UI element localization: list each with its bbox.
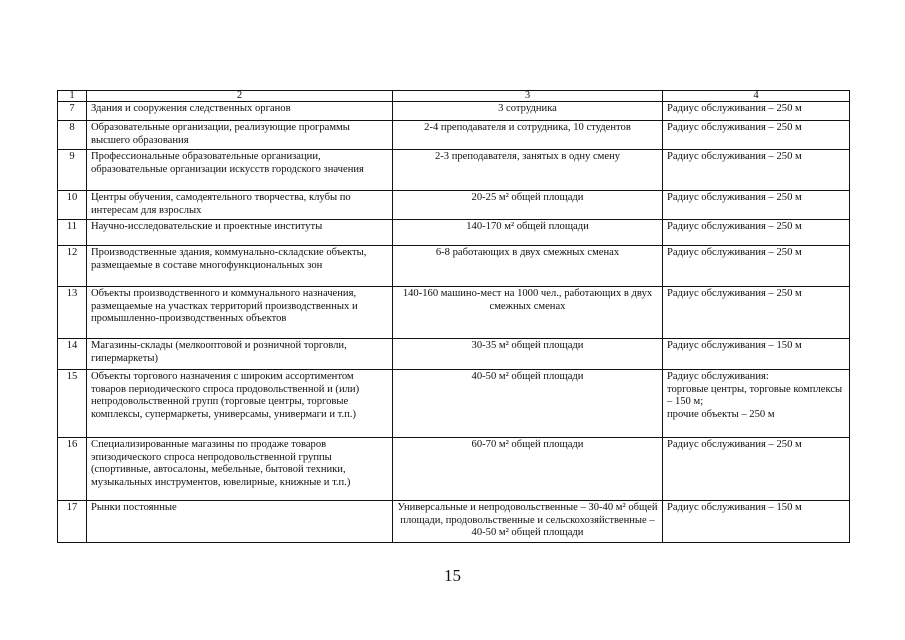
object-name-cell: Образовательные организации, реализующие программы высшего образования (87, 121, 393, 150)
service-radius-cell: Радиус обслуживания – 250 м (663, 191, 850, 220)
header-cell-3: 3 (393, 91, 663, 102)
object-name-cell: Объекты торгового назначения с широким ассортиментом товаров периодического спроса продовольственной и (или) непродовольственной групп (торговые центры, торговые комплексы, супермаркеты, универсамы, универмаги и т.п.) (87, 370, 393, 438)
norm-value-cell: 3 сотрудника (393, 102, 663, 121)
table-row (58, 121, 850, 150)
table-row (58, 220, 850, 246)
norm-value-cell: 40-50 м² общей площади (393, 370, 663, 438)
object-name-cell: Объекты производственного и коммунального назначения, размещаемые на участках территорий производственных и промышленно-производственных объектов (87, 287, 393, 339)
table-body (58, 91, 850, 543)
row-number-cell: 8 (58, 121, 87, 150)
table-header-row (58, 91, 850, 102)
row-number-cell: 14 (58, 339, 87, 370)
table-row (58, 150, 850, 191)
row-number-cell: 16 (58, 438, 87, 501)
table-row (58, 102, 850, 121)
header-cell-2: 2 (87, 91, 393, 102)
row-number-cell: 17 (58, 501, 87, 543)
table-row (58, 339, 850, 370)
row-number-cell: 10 (58, 191, 87, 220)
service-radius-cell: Радиус обслуживания – 150 м (663, 339, 850, 370)
table-row (58, 438, 850, 501)
service-radius-cell: Радиус обслуживания – 250 м (663, 150, 850, 191)
row-number-cell: 13 (58, 287, 87, 339)
service-radius-cell: Радиус обслуживания: торговые центры, торговые комплексы – 150 м; прочие объекты – 250 м (663, 370, 850, 438)
object-name-cell: Центры обучения, самодеятельного творчества, клубы по интересам для взрослых (87, 191, 393, 220)
object-name-cell: Рынки постоянные (87, 501, 393, 543)
service-radius-cell: Радиус обслуживания – 150 м (663, 501, 850, 543)
row-number-cell: 9 (58, 150, 87, 191)
object-name-cell: Научно-исследовательские и проектные институты (87, 220, 393, 246)
service-radius-cell: Радиус обслуживания – 250 м (663, 121, 850, 150)
table-row (58, 246, 850, 287)
row-number-cell: 12 (58, 246, 87, 287)
service-radius-cell: Радиус обслуживания – 250 м (663, 220, 850, 246)
standards-table (57, 90, 850, 543)
service-radius-cell: Радиус обслуживания – 250 м (663, 438, 850, 501)
norm-value-cell: 20-25 м² общей площади (393, 191, 663, 220)
table-row (58, 370, 850, 438)
norm-value-cell: 2-4 преподавателя и сотрудника, 10 студентов (393, 121, 663, 150)
table-row (58, 287, 850, 339)
norm-value-cell: 140-170 м² общей площади (393, 220, 663, 246)
table-row (58, 191, 850, 220)
row-number-cell: 15 (58, 370, 87, 438)
norm-value-cell: 140-160 машино-мест на 1000 чел., работающих в двух смежных сменах (393, 287, 663, 339)
service-radius-cell: Радиус обслуживания – 250 м (663, 246, 850, 287)
norm-value-cell: 30-35 м² общей площади (393, 339, 663, 370)
header-cell-1: 1 (58, 91, 87, 102)
header-cell-4: 4 (663, 91, 850, 102)
table-row (58, 501, 850, 543)
norm-value-cell: 2-3 преподавателя, занятых в одну смену (393, 150, 663, 191)
object-name-cell: Специализированные магазины по продаже товаров эпизодического спроса непродовольственной группы (спортивные, автосалоны, мебельные, бытовой техники, музыкальных инструментов, ювелирные, книжные и т.п.) (87, 438, 393, 501)
object-name-cell: Производственные здания, коммунально-складские объекты, размещаемые в составе многофункциональных зон (87, 246, 393, 287)
norm-value-cell: 6-8 работающих в двух смежных сменах (393, 246, 663, 287)
object-name-cell: Магазины-склады (мелкооптовой и розничной торговли, гипермаркеты) (87, 339, 393, 370)
service-radius-cell: Радиус обслуживания – 250 м (663, 287, 850, 339)
object-name-cell: Здания и сооружения следственных органов (87, 102, 393, 121)
norm-value-cell: Универсальные и непродовольственные – 30-40 м² общей площади, продовольственные и сельскохозяйственные – 40-50 м² общей площади (393, 501, 663, 543)
page-number: 15 (444, 566, 461, 585)
row-number-cell: 7 (58, 102, 87, 121)
service-radius-cell: Радиус обслуживания – 250 м (663, 102, 850, 121)
norm-value-cell: 60-70 м² общей площади (393, 438, 663, 501)
object-name-cell: Профессиональные образовательные организации, образовательные организации искусств городского значения (87, 150, 393, 191)
row-number-cell: 11 (58, 220, 87, 246)
